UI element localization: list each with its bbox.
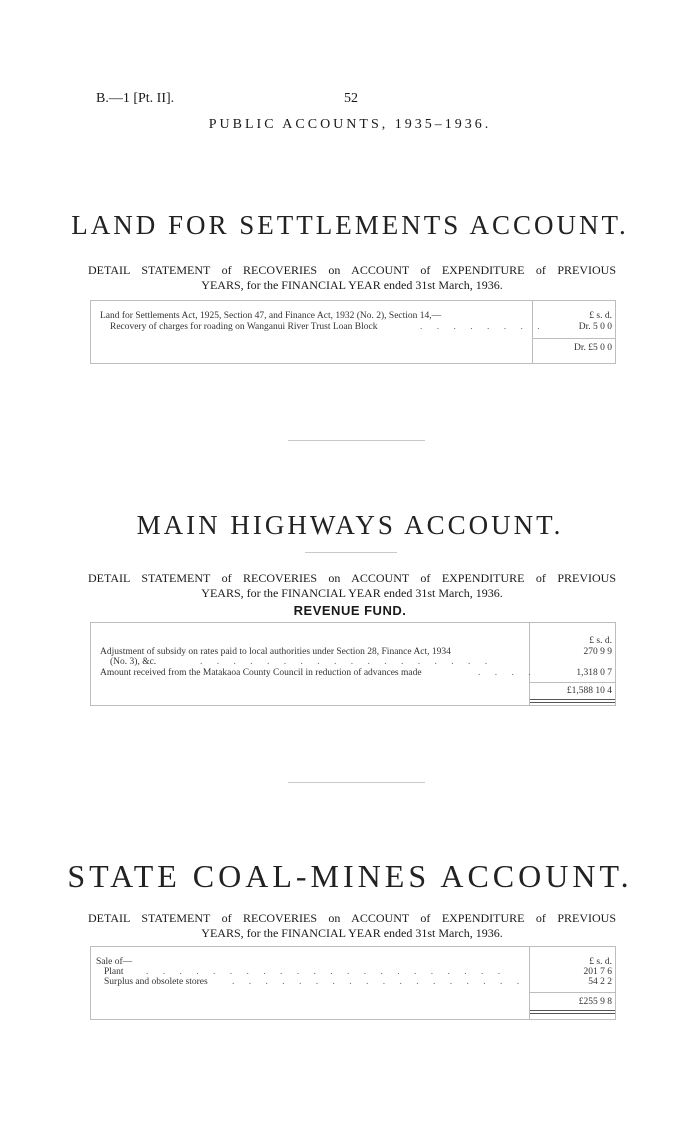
leader-dots: . . . . . . . . . . . . . . . . . . xyxy=(232,977,526,987)
leader-dots: . . . . . . . . . . . . . . . . . . xyxy=(200,657,494,667)
detail-statement xyxy=(88,911,616,941)
leader-dots: . . . . xyxy=(478,668,537,678)
table-row-text: Land for Settlements Act, 1925, Section 47, and Finance Act, 1932 (No. 2), Section 14,— xyxy=(100,311,442,321)
document-reference: B.—1 [Pt. II]. xyxy=(96,91,175,106)
table-row-text: Adjustment of subsidy on rates paid to local authorities under Section 28, Finance Act, 1934 xyxy=(100,647,451,657)
recoveries-table xyxy=(90,622,616,706)
table-row-amount: 201 7 6 xyxy=(583,967,612,977)
running-title: PUBLIC ACCOUNTS, 1935–1936. xyxy=(208,117,492,132)
detail-line-2: YEARS, for the FINANCIAL YEAR ended 31st March, 1936. xyxy=(201,278,503,292)
table-total: Dr. £5 0 0 xyxy=(574,343,612,353)
page-number: 52 xyxy=(344,91,358,106)
section-title-state-coal-mines: STATE COAL-MINES ACCOUNT. xyxy=(67,858,633,894)
table-row-text: Amount received from the Matakaoa County Council in reduction of advances made xyxy=(100,668,422,678)
table-row-amount: 54 2 2 xyxy=(588,977,612,987)
detail-line-1: DETAIL STATEMENT of RECOVERIES on ACCOUNT of EXPENDITURE of PREVIOUS xyxy=(88,263,616,277)
detail-statement xyxy=(88,263,616,293)
table-row-text: Sale of— xyxy=(96,957,133,967)
recoveries-table xyxy=(90,300,616,364)
detail-statement xyxy=(88,571,616,601)
detail-line-2: YEARS, for the FINANCIAL YEAR ended 31st March, 1936. xyxy=(201,586,503,600)
table-row-text: Surplus and obsolete stores xyxy=(104,977,208,987)
recoveries-table xyxy=(90,946,616,1020)
table-row-text: Recovery of charges for roading on Wanganui River Trust Loan Block xyxy=(110,322,378,332)
section-title-main-highways: MAIN HIGHWAYS ACCOUNT. xyxy=(136,510,564,540)
leader-dots: . . . . . . . . . . . . . . . . . . . . . . xyxy=(146,967,507,977)
detail-line-2: YEARS, for the FINANCIAL YEAR ended 31st March, 1936. xyxy=(201,926,503,940)
title-underline xyxy=(305,552,397,553)
detail-line-1: DETAIL STATEMENT of RECOVERIES on ACCOUNT of EXPENDITURE of PREVIOUS xyxy=(88,911,616,925)
section-title-land-for-settlements: LAND FOR SETTLEMENTS ACCOUNT. xyxy=(71,210,629,240)
currency-header: £ s. d. xyxy=(589,957,612,967)
table-row-text: (No. 3), &c. xyxy=(110,657,157,667)
table-row-text: Plant xyxy=(104,967,124,977)
detail-line-1: DETAIL STATEMENT of RECOVERIES on ACCOUNT of EXPENDITURE of PREVIOUS xyxy=(88,571,616,585)
leader-dots: . . . . . . . . xyxy=(420,322,546,332)
table-row-amount: 270 9 9 xyxy=(583,647,612,657)
section-divider xyxy=(288,782,425,783)
subheading-revenue-fund: REVENUE FUND. xyxy=(293,603,407,618)
section-divider xyxy=(288,440,425,441)
currency-header: £ s. d. xyxy=(589,636,612,646)
table-total: £1,588 10 4 xyxy=(566,686,612,696)
currency-header: £ s. d. xyxy=(589,311,612,321)
table-row-amount: Dr. 5 0 0 xyxy=(578,322,612,332)
table-row-amount: 1,318 0 7 xyxy=(576,668,612,678)
table-total: £255 9 8 xyxy=(578,997,612,1007)
